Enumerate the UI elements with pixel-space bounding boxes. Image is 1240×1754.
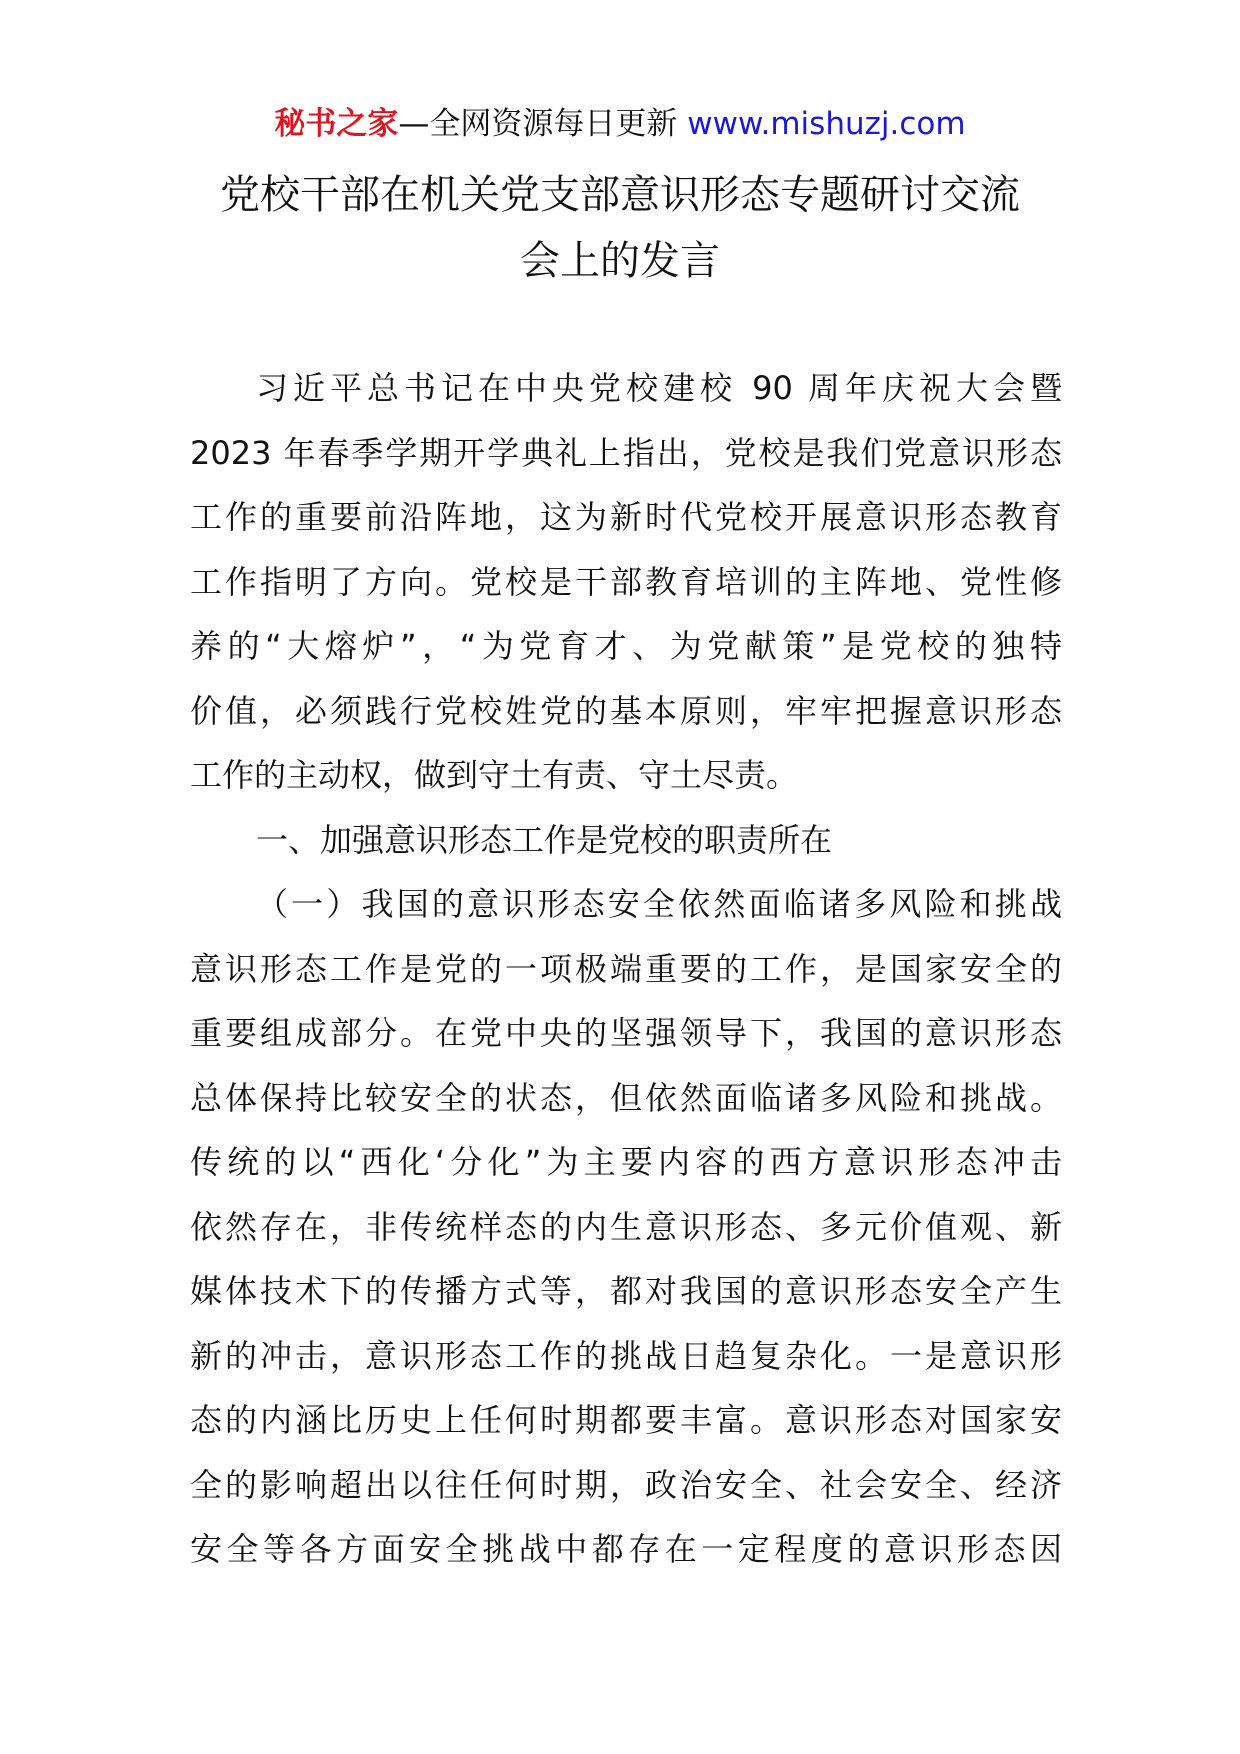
paragraph-line: 新的冲击，意识形态工作的挑战日趋复杂化。一是意识形	[190, 1336, 1062, 1375]
document-body	[190, 356, 1062, 1582]
paragraph-line: 工作指明了方向。党校是干部教育培训的主阵地、党性修	[190, 562, 1062, 601]
paragraph-line: 媒体技术下的传播方式等，都对我国的意识形态安全产生	[190, 1272, 1062, 1310]
paragraph-line: 重要组成部分。在党中央的坚强领导下，我国的意识形态	[190, 1014, 1062, 1052]
paragraph-line: 态的内涵比历史上任何时期都要丰富。意识形态对国家安	[190, 1401, 1062, 1439]
paragraph-line: 依然存在，非传统样态的内生意识形态、多元价值观、新	[190, 1207, 1062, 1246]
paragraph-line: 习近平总书记在中央党校建校 90 周年庆祝大会暨	[256, 369, 1062, 407]
paragraph-line: 养的“大熔炉”，“为党育才、为党献策”是党校的独特	[190, 627, 1062, 665]
paragraph-line: 工作的重要前沿阵地，这为新时代党校开展意识形态教育	[190, 498, 1062, 536]
subsection-heading: （一）我国的意识形态安全依然面临诸多风险和挑战	[256, 885, 1062, 923]
site-header	[0, 100, 1240, 148]
paragraph-line: 工作的主动权，做到守土有责、守土尽责。	[190, 756, 799, 794]
paragraph-line: 总体保持比较安全的状态，但依然面临诸多风险和挑战。	[190, 1078, 1062, 1117]
section-heading: 一、加强意识形态工作是党校的职责所在	[256, 820, 833, 859]
title-line-2: 会上的发言	[520, 238, 720, 284]
paragraph-line: 传统的以“西化‘分化”为主要内容的西方意识形态冲击	[190, 1143, 1062, 1181]
site-url-link[interactable]: www.mishuzj.com	[687, 106, 966, 142]
paragraph-line: 安全等各方面安全挑战中都存在一定程度的意识形态因	[190, 1530, 1062, 1568]
brand-name: 秘书之家	[274, 106, 399, 142]
paragraph-line: 意识形态工作是党的一项极端重要的工作，是国家安全的	[190, 949, 1062, 988]
document-title	[140, 162, 1100, 294]
paragraph-line: 2023 年春季学期开学典礼上指出，党校是我们党意识形态	[190, 433, 1062, 472]
paragraph-line: 价值，必须践行党校姓党的基本原则，牢牢把握意识形态	[190, 691, 1062, 730]
header-tagline: —全网资源每日更新	[398, 106, 678, 142]
paragraph-line: 全的影响超出以往任何时期，政治安全、社会安全、经济	[190, 1465, 1062, 1504]
title-line-1: 党校干部在机关党支部意识形态专题研讨交流	[220, 172, 1020, 218]
